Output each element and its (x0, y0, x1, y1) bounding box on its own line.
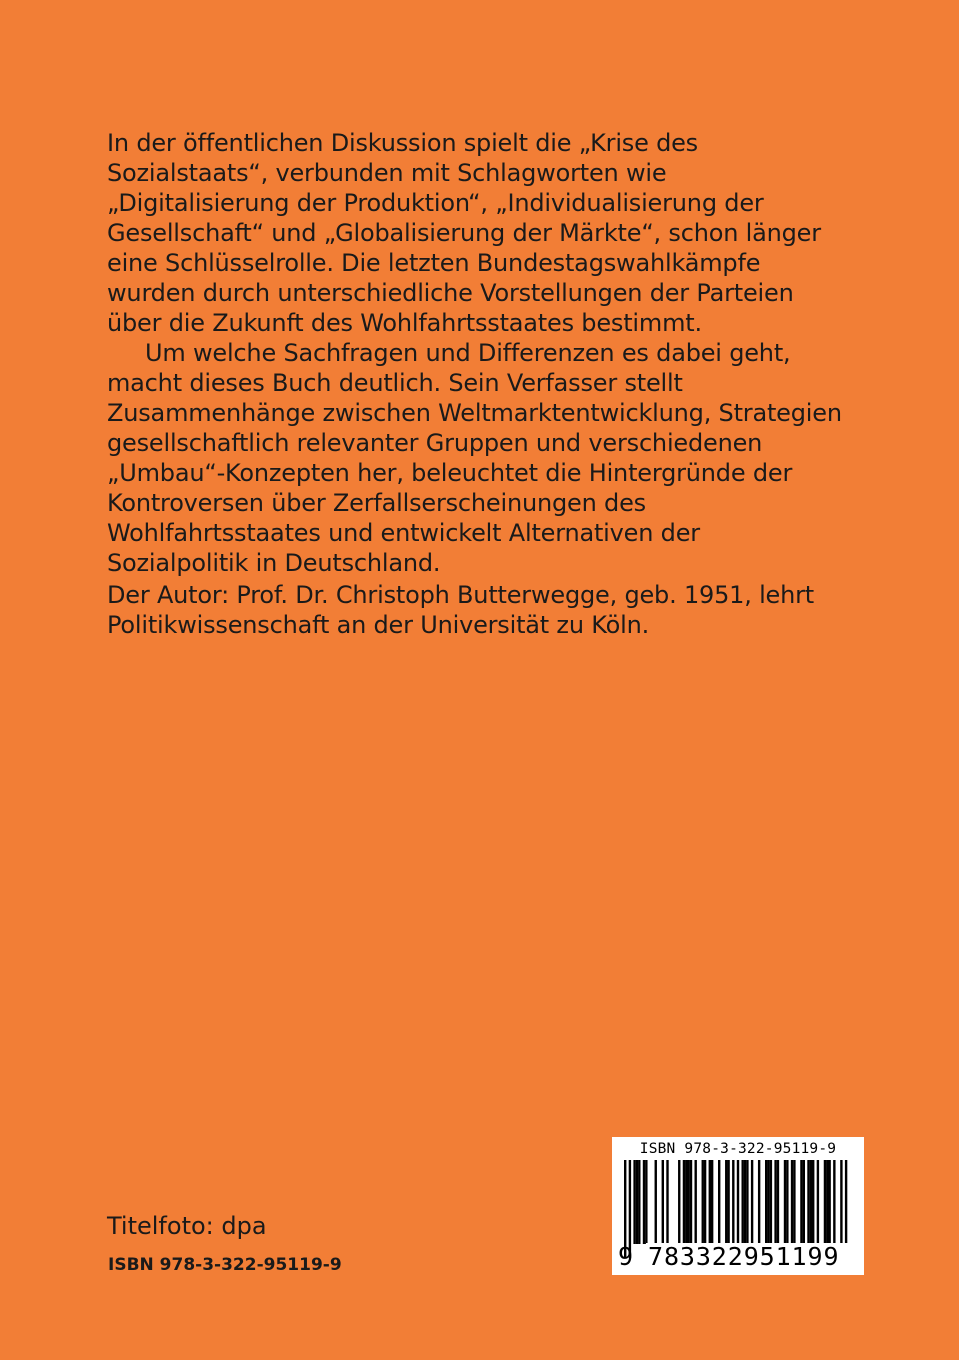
barcode-bar (791, 1160, 793, 1244)
barcode-bar (765, 1160, 767, 1244)
barcode-bar (718, 1160, 720, 1244)
barcode-bar (690, 1160, 692, 1244)
barcode-bar (633, 1160, 635, 1244)
barcode-isbn-label: ISBN 978-3-322-95119-9 (639, 1141, 837, 1157)
barcode-bar (678, 1160, 680, 1244)
barcode-bar (777, 1160, 779, 1244)
blurb-paragraph-2: Um welche Sachfragen und Differenzen es dabei geht, macht dieses Buch deutlich. Sein Verfasser stellt Zusammenhänge zwischen Weltmarktentwicklung, Strategien gesellschaftlich relevanter Gruppen und verschiedenen „Umbau“-Konzepten her, beleuchtet die Hintergründe der Kontroversen über Zerfallserscheinungen des Wohlfahrtsstaates und entwickelt Alternativen der Sozialpolitik in Deutschland. (107, 339, 842, 577)
barcode-bar (725, 1160, 727, 1244)
author-note: Der Autor: Prof. Dr. Christoph Butterwegge, geb. 1951, lehrt Politikwissenschaft an der Universität zu Köln. (107, 581, 815, 639)
barcode-bar (645, 1160, 647, 1244)
barcode-bar (687, 1160, 689, 1244)
cover-blurb (107, 128, 847, 578)
barcode-bar (636, 1160, 638, 1244)
barcode-bar (746, 1160, 748, 1244)
barcode-bar (751, 1160, 753, 1244)
barcode-bar (742, 1160, 744, 1244)
barcode-bar (817, 1160, 819, 1244)
barcode-bar (685, 1160, 687, 1244)
barcode-bar (784, 1160, 786, 1244)
barcode-bar (662, 1160, 664, 1244)
barcode-bar (702, 1160, 704, 1244)
barcode-bar (833, 1160, 835, 1244)
barcode-bar (774, 1160, 776, 1244)
barcode-bar (800, 1160, 802, 1244)
barcode-bar (744, 1160, 746, 1244)
barcode-bar (643, 1160, 645, 1244)
photo-credit: Titelfoto: dpa (107, 1212, 267, 1240)
barcode-bar (695, 1160, 697, 1244)
barcode-bar (704, 1160, 706, 1244)
barcode-bar (803, 1160, 805, 1244)
blurb-paragraph-1: In der öffentlichen Diskussion spielt die „Krise des Sozialstaats“, verbunden mit Schlagworten wie „Digitalisierung der Produktion“, „Individualisierung der Gesellschaft“ und „Globalisierung der Märkte“, schon länger eine Schlüsselrolle. Die letzten Bundestagswahlkämpfe wurden durch unterschiedliche Vorstellungen der Parteien über die Zukunft des Wohlfahrtsstaates bestimmt. (107, 129, 821, 337)
isbn-text: ISBN 978-3-322-95119-9 (108, 1255, 342, 1275)
barcode-bar (828, 1160, 830, 1244)
barcode-bar (758, 1160, 760, 1244)
barcode-bar (683, 1160, 685, 1244)
barcode-bar (786, 1160, 788, 1244)
barcode-digits: 783322951199 (646, 1243, 860, 1271)
barcode-bar (810, 1160, 812, 1244)
barcode-bar (812, 1160, 814, 1244)
barcode-bar (770, 1160, 772, 1244)
barcode-bar (711, 1160, 713, 1244)
barcode-bar (767, 1160, 769, 1244)
barcode-bar (709, 1160, 711, 1244)
isbn-barcode (612, 1137, 864, 1275)
barcode-bar (826, 1160, 828, 1244)
barcode-lead-digit: 9 (618, 1242, 634, 1271)
barcode-bar (807, 1160, 809, 1244)
barcode-bar (638, 1160, 640, 1244)
barcode-bar (655, 1160, 657, 1244)
barcode-bar (824, 1160, 826, 1244)
barcode-bar (727, 1160, 729, 1244)
barcode-bar (793, 1160, 795, 1244)
barcode-bar (666, 1160, 668, 1244)
